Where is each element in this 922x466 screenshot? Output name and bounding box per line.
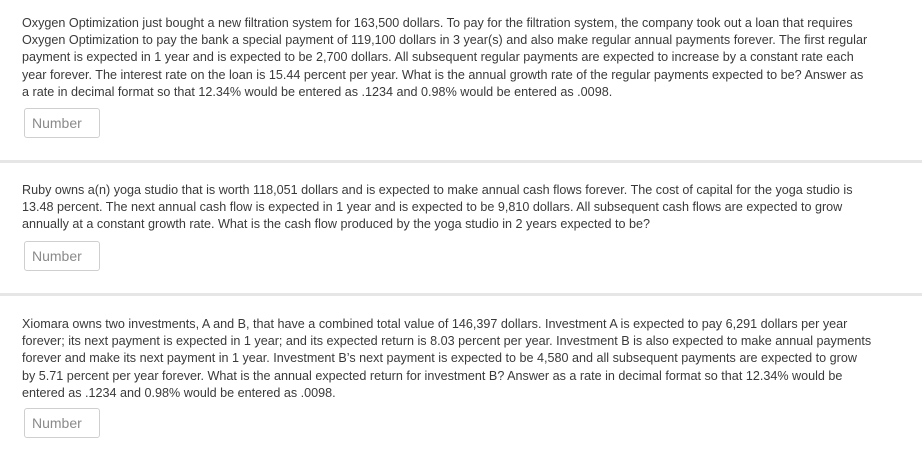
question-2-text: Ruby owns a(n) yoga studio that is worth 118,051 dollars and is expected to make annual cash flows forever. The cost of capital for the yoga studio is 13.48 percent. The next annual cash flow is expected in 1 year and is expected to be 9,810 dollars. All subsequent cash flows are expected to grow annually at a constant growth rate. What is the cash flow produced by the yoga studio in 2 years expected to be? — [22, 183, 853, 232]
question-divider-1 — [0, 160, 922, 163]
question-1-text: Oxygen Optimization just bought a new filtration system for 163,500 dollars. To pay for the filtration system, the company took out a loan that requires Oxygen Optimization to pay the bank a special payment of 119,100 dollars in 3 year(s) and also make regular annual payments forever. The first regular payment is expected in 1 year and is expected to be 2,700 dollars. All subsequent regular payments are expected to increase by a constant rate each year forever. The interest rate on the loan is 15.44 percent per year. What is the annual growth rate of the regular payments expected to be? Answer as a rate in decimal format so that 12.34% would be entered as .1234 and 0.98% would be entered as .0098. — [22, 16, 868, 99]
question-2-answer-input[interactable] — [24, 241, 100, 271]
question-3-text: Xiomara owns two investments, A and B, that have a combined total value of 146,397 dollars. Investment A is expected to pay 6,291 dollars per year forever; its next payment is expected in 1 year; and its expected return is 8.03 percent per year. Investment B is also expected to make annual payments forever and make its next payment in 1 year. Investment B’s next payment is expected to be 4,580 and all subsequent payments are expected to grow by 5.71 percent per year forever. What is the annual expected return for investment B? Answer as a rate in decimal format so that 12.34% would be entered as .1234 and 0.98% would be entered as .0098. — [22, 317, 872, 400]
question-divider-2 — [0, 293, 922, 296]
question-1-answer-input[interactable] — [24, 108, 100, 138]
question-3-answer-input[interactable] — [24, 408, 100, 438]
